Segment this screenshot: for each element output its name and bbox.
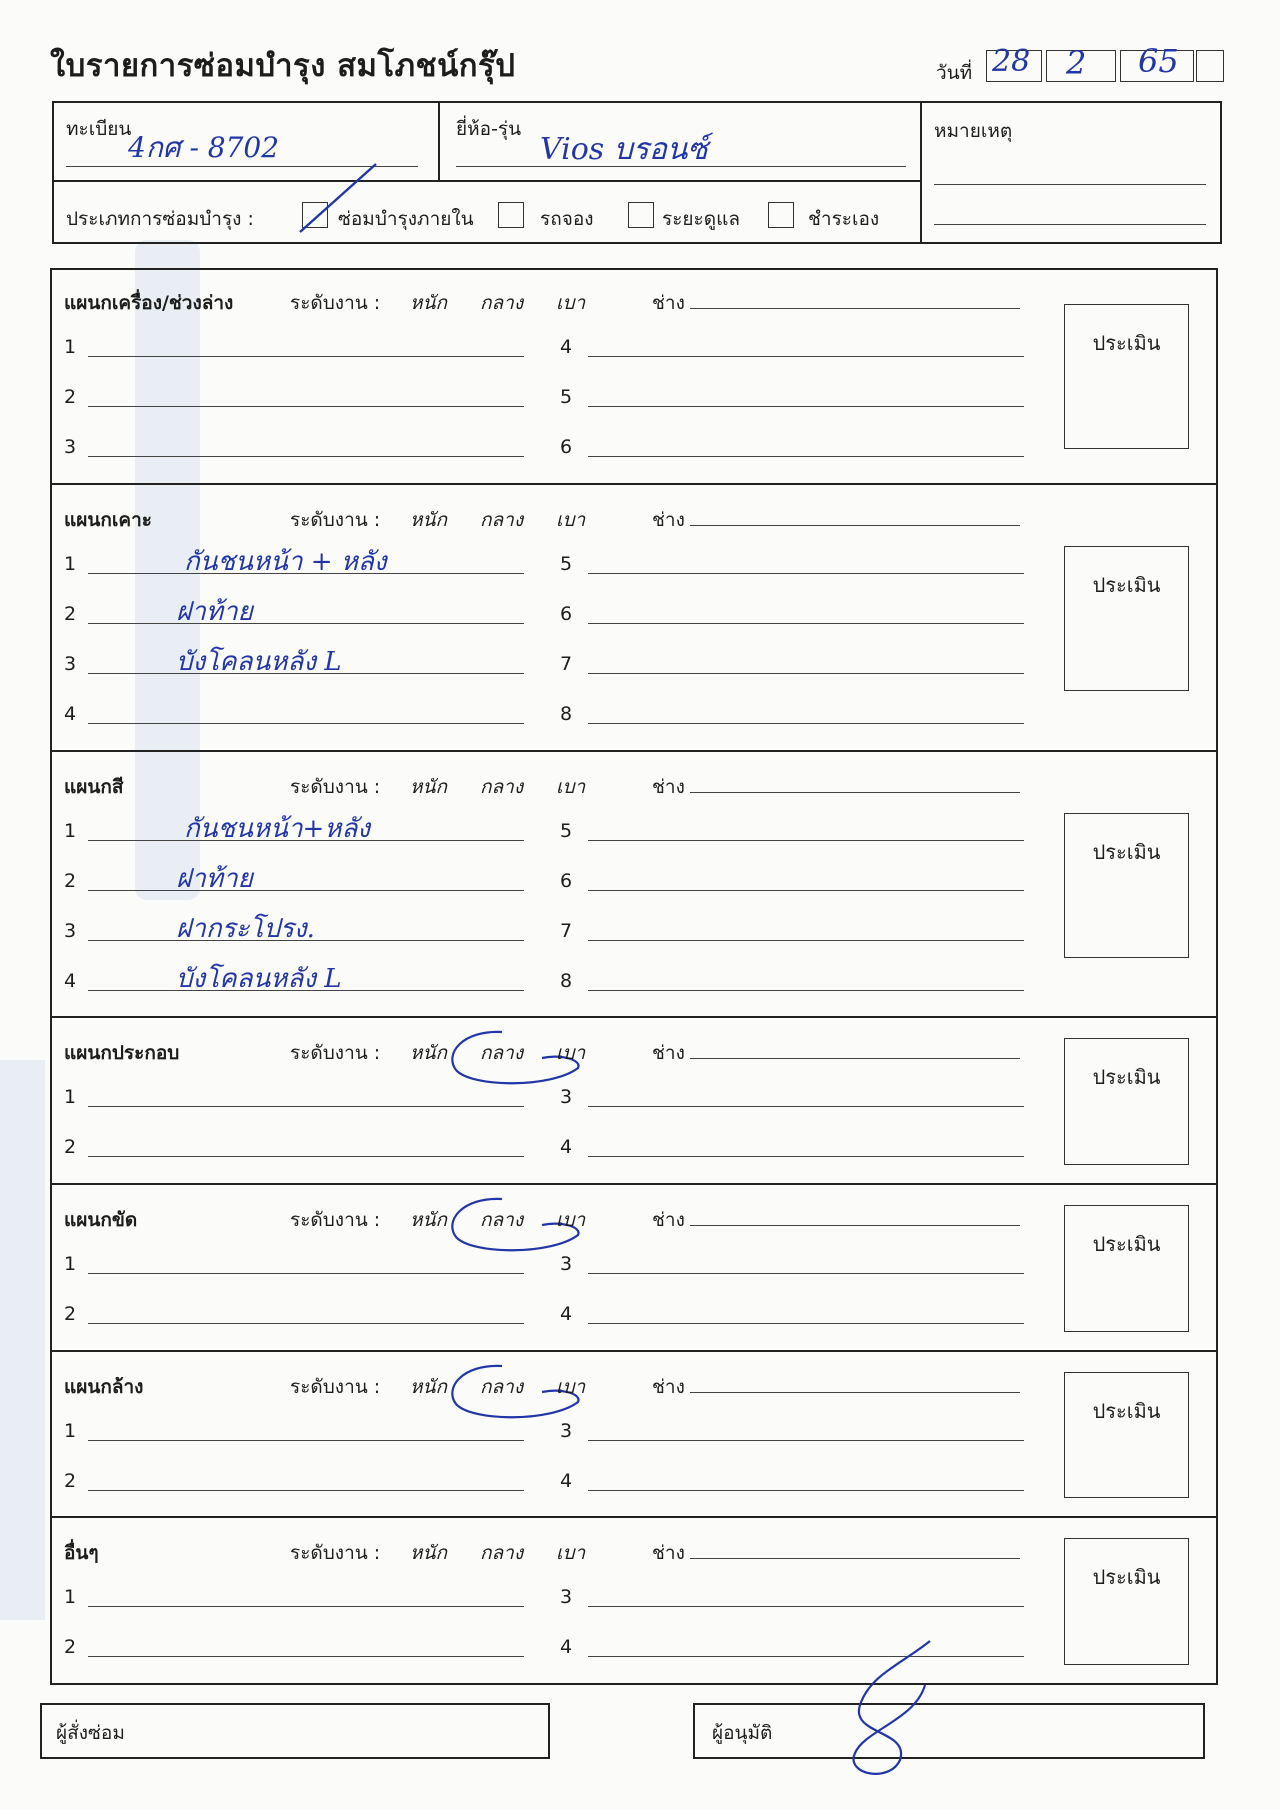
item-number: 4: [560, 1470, 573, 1492]
item-number: 1: [64, 1086, 77, 1108]
technician-line[interactable]: [690, 308, 1020, 309]
work-level-option[interactable]: หนัก: [410, 1209, 448, 1231]
item-line[interactable]: [588, 673, 1024, 674]
handwritten-entry: บังโคลนหลัง L: [176, 964, 342, 994]
date-day-value: 28: [992, 44, 1031, 79]
technician-line[interactable]: [690, 792, 1020, 793]
work-level-option[interactable]: เบา: [556, 776, 586, 798]
item-line[interactable]: [88, 406, 524, 407]
item-line[interactable]: [588, 723, 1024, 724]
evaluation-label: ประเมิน: [1092, 573, 1161, 597]
orderer-label: ผู้สั่งซ่อม: [56, 1722, 125, 1744]
item-number: 7: [560, 920, 573, 942]
section-box: [50, 1018, 1218, 1185]
item-number: 2: [64, 1470, 77, 1492]
item-line[interactable]: [588, 890, 1024, 891]
repair-type-checkbox[interactable]: [498, 202, 524, 228]
item-line[interactable]: [88, 1323, 524, 1324]
evaluation-label: ประเมิน: [1092, 331, 1161, 355]
evaluation-label: ประเมิน: [1092, 839, 1161, 864]
section-name: แผนกประกอบ: [64, 1042, 180, 1064]
evaluation-box[interactable]: [1064, 1038, 1189, 1165]
work-level-label: ระดับงาน :: [290, 509, 381, 531]
evaluation-box[interactable]: [1064, 1205, 1189, 1332]
item-line[interactable]: [588, 623, 1024, 624]
item-line[interactable]: [588, 1440, 1024, 1441]
remark-line-2[interactable]: [934, 224, 1206, 225]
item-number: 7: [560, 653, 573, 675]
technician-label: ช่าง: [652, 1542, 685, 1564]
evaluation-box[interactable]: [1064, 1538, 1189, 1665]
item-line[interactable]: [88, 1440, 524, 1441]
repair-type-option-label: รถจอง: [540, 208, 594, 230]
work-level-option[interactable]: หนัก: [410, 776, 448, 798]
model-label: ยี่ห้อ-รุ่น: [456, 118, 522, 140]
remark-col-divider: [920, 101, 922, 244]
item-number: 1: [64, 553, 77, 575]
item-line[interactable]: [588, 573, 1024, 574]
item-line[interactable]: [588, 456, 1024, 457]
work-level-option[interactable]: เบา: [556, 292, 586, 314]
handwritten-entry: ฝากระโปรง.: [176, 914, 315, 944]
handwritten-entry: ฝาท้าย: [176, 597, 253, 627]
work-level-option[interactable]: กลาง: [480, 1376, 524, 1398]
evaluation-box[interactable]: [1064, 813, 1189, 958]
item-line[interactable]: [88, 356, 524, 357]
item-number: 8: [560, 970, 573, 992]
item-line[interactable]: [88, 1106, 524, 1107]
item-line[interactable]: [88, 456, 524, 457]
work-level-option[interactable]: หนัก: [410, 509, 448, 531]
technician-line[interactable]: [690, 525, 1020, 526]
work-level-option[interactable]: กลาง: [480, 1209, 524, 1231]
repair-type-checkbox[interactable]: [628, 202, 654, 228]
item-number: 2: [64, 603, 77, 625]
date-extra-box[interactable]: [1196, 50, 1224, 82]
technician-label: ช่าง: [652, 1376, 685, 1398]
repair-type-option-label: ชำระเอง: [808, 208, 880, 230]
item-line[interactable]: [88, 1273, 524, 1274]
item-number: 6: [560, 870, 573, 892]
item-number: 3: [64, 653, 77, 675]
evaluation-box[interactable]: [1064, 304, 1189, 449]
item-number: 5: [560, 820, 573, 842]
vehicle-col-divider: [438, 101, 440, 180]
registration-value: 4กศ - 8702: [128, 131, 280, 164]
item-number: 6: [560, 436, 573, 458]
section-name: แผนกสี: [64, 776, 124, 798]
item-line[interactable]: [588, 940, 1024, 941]
item-number: 8: [560, 703, 573, 725]
registration-label: ทะเบียน: [66, 118, 132, 140]
item-line[interactable]: [88, 1156, 524, 1157]
technician-label: ช่าง: [652, 1042, 685, 1064]
item-number: 4: [560, 1303, 573, 1325]
item-line[interactable]: [588, 1323, 1024, 1324]
item-line[interactable]: [88, 623, 524, 624]
evaluation-label: ประเมิน: [1092, 1565, 1161, 1589]
item-number: 4: [560, 1636, 573, 1658]
remark-line-1[interactable]: [934, 184, 1206, 185]
item-number: 4: [64, 703, 77, 725]
item-number: 2: [64, 870, 77, 892]
item-line[interactable]: [88, 1490, 524, 1491]
repair-type-checkbox[interactable]: [768, 202, 794, 228]
item-number: 1: [64, 1586, 77, 1608]
checkmark-icon: [296, 160, 386, 235]
item-number: 1: [64, 336, 77, 358]
item-line[interactable]: [588, 1156, 1024, 1157]
section-box: [50, 1518, 1218, 1685]
item-number: 2: [64, 1303, 77, 1325]
handwritten-entry: กันชนหน้า+หลัง: [184, 814, 370, 844]
evaluation-label: ประเมิน: [1092, 1065, 1161, 1089]
technician-line[interactable]: [690, 1558, 1020, 1559]
item-number: 2: [64, 1636, 77, 1658]
item-number: 4: [64, 970, 77, 992]
approver-label: ผู้อนุมัติ: [712, 1722, 773, 1744]
item-line[interactable]: [88, 1606, 524, 1607]
work-level-option[interactable]: เบา: [556, 1209, 586, 1231]
repair-type-option-label: ระยะดูแล: [662, 208, 740, 230]
handwritten-entry: ฝาท้าย: [176, 864, 253, 894]
handwritten-entry: กันชนหน้า + หลัง: [184, 547, 387, 577]
work-level-option[interactable]: กลาง: [480, 509, 524, 531]
work-level-option[interactable]: เบา: [556, 509, 586, 531]
work-level-label: ระดับงาน :: [290, 1042, 381, 1064]
evaluation-label: ประเมิน: [1092, 1232, 1161, 1256]
item-line[interactable]: [88, 1656, 524, 1657]
work-level-option[interactable]: กลาง: [480, 292, 524, 314]
work-level-option[interactable]: กลาง: [480, 776, 524, 798]
item-number: 3: [560, 1253, 573, 1275]
approver-signature: [830, 1635, 970, 1780]
section-box: [50, 1185, 1218, 1352]
item-number: 4: [560, 336, 573, 358]
work-level-option[interactable]: หนัก: [410, 1376, 448, 1398]
item-number: 5: [560, 553, 573, 575]
section-name: แผนกล้าง: [64, 1376, 144, 1398]
item-line[interactable]: [588, 840, 1024, 841]
work-level-label: ระดับงาน :: [290, 292, 381, 314]
section-name: แผนกเคาะ: [64, 509, 152, 531]
item-line[interactable]: [588, 356, 1024, 357]
item-number: 2: [64, 1136, 77, 1158]
repair-type-label: ประเภทการซ่อมบำรุง :: [66, 208, 254, 230]
section-name: แผนกขัด: [64, 1209, 138, 1231]
item-line[interactable]: [588, 1273, 1024, 1274]
work-level-label: ระดับงาน :: [290, 776, 381, 798]
item-number: 4: [560, 1136, 573, 1158]
work-level-option[interactable]: หนัก: [410, 1042, 448, 1064]
evaluation-label: ประเมิน: [1092, 1399, 1161, 1423]
item-line[interactable]: [588, 1490, 1024, 1491]
item-number: 3: [560, 1420, 573, 1442]
repair-type-option-label: ซ่อมบำรุงภายใน: [338, 208, 474, 230]
remark-label: หมายเหตุ: [934, 120, 1013, 142]
item-number: 6: [560, 603, 573, 625]
section-name: แผนกเครื่อง/ช่วงล่าง: [64, 292, 234, 314]
item-number: 3: [64, 920, 77, 942]
evaluation-box[interactable]: [1064, 1372, 1189, 1498]
form-title: ใบรายการซ่อมบำรุง สมโภชน์กรุ๊ป: [50, 48, 516, 84]
date-month-value: 2: [1066, 44, 1087, 82]
model-value: Vios บรอนซ์: [540, 132, 708, 167]
item-line[interactable]: [88, 890, 524, 891]
technician-line[interactable]: [690, 1225, 1020, 1226]
work-level-option[interactable]: เบา: [556, 1042, 586, 1064]
work-level-option[interactable]: กลาง: [480, 1542, 524, 1564]
work-level-label: ระดับงาน :: [290, 1376, 381, 1398]
item-line[interactable]: [88, 723, 524, 724]
technician-label: ช่าง: [652, 1209, 685, 1231]
technician-label: ช่าง: [652, 509, 685, 531]
vehicle-row-divider: [52, 180, 921, 182]
handwritten-entry: บังโคลนหลัง L: [176, 647, 342, 677]
item-number: 5: [560, 386, 573, 408]
evaluation-box[interactable]: [1064, 546, 1189, 691]
work-level-option[interactable]: หนัก: [410, 292, 448, 314]
date-year-value: 65: [1138, 42, 1179, 80]
item-number: 1: [64, 820, 77, 842]
section-box: [50, 1352, 1218, 1518]
item-number: 3: [560, 1086, 573, 1108]
work-level-option[interactable]: เบา: [556, 1542, 586, 1564]
work-level-option[interactable]: เบา: [556, 1376, 586, 1398]
technician-line[interactable]: [690, 1392, 1020, 1393]
bleed-through-band-lower: [0, 1060, 45, 1620]
item-number: 2: [64, 386, 77, 408]
work-level-option[interactable]: กลาง: [480, 1042, 524, 1064]
item-number: 3: [64, 436, 77, 458]
date-label: วันที่: [936, 62, 973, 84]
work-level-label: ระดับงาน :: [290, 1542, 381, 1564]
section-name: อื่นๆ: [64, 1542, 99, 1564]
work-level-option[interactable]: หนัก: [410, 1542, 448, 1564]
technician-line[interactable]: [690, 1058, 1020, 1059]
technician-label: ช่าง: [652, 292, 685, 314]
item-line[interactable]: [588, 1106, 1024, 1107]
work-level-label: ระดับงาน :: [290, 1209, 381, 1231]
item-line[interactable]: [588, 406, 1024, 407]
item-number: 3: [560, 1586, 573, 1608]
item-number: 1: [64, 1253, 77, 1275]
technician-label: ช่าง: [652, 776, 685, 798]
item-line[interactable]: [588, 1606, 1024, 1607]
item-number: 1: [64, 1420, 77, 1442]
item-line[interactable]: [588, 990, 1024, 991]
